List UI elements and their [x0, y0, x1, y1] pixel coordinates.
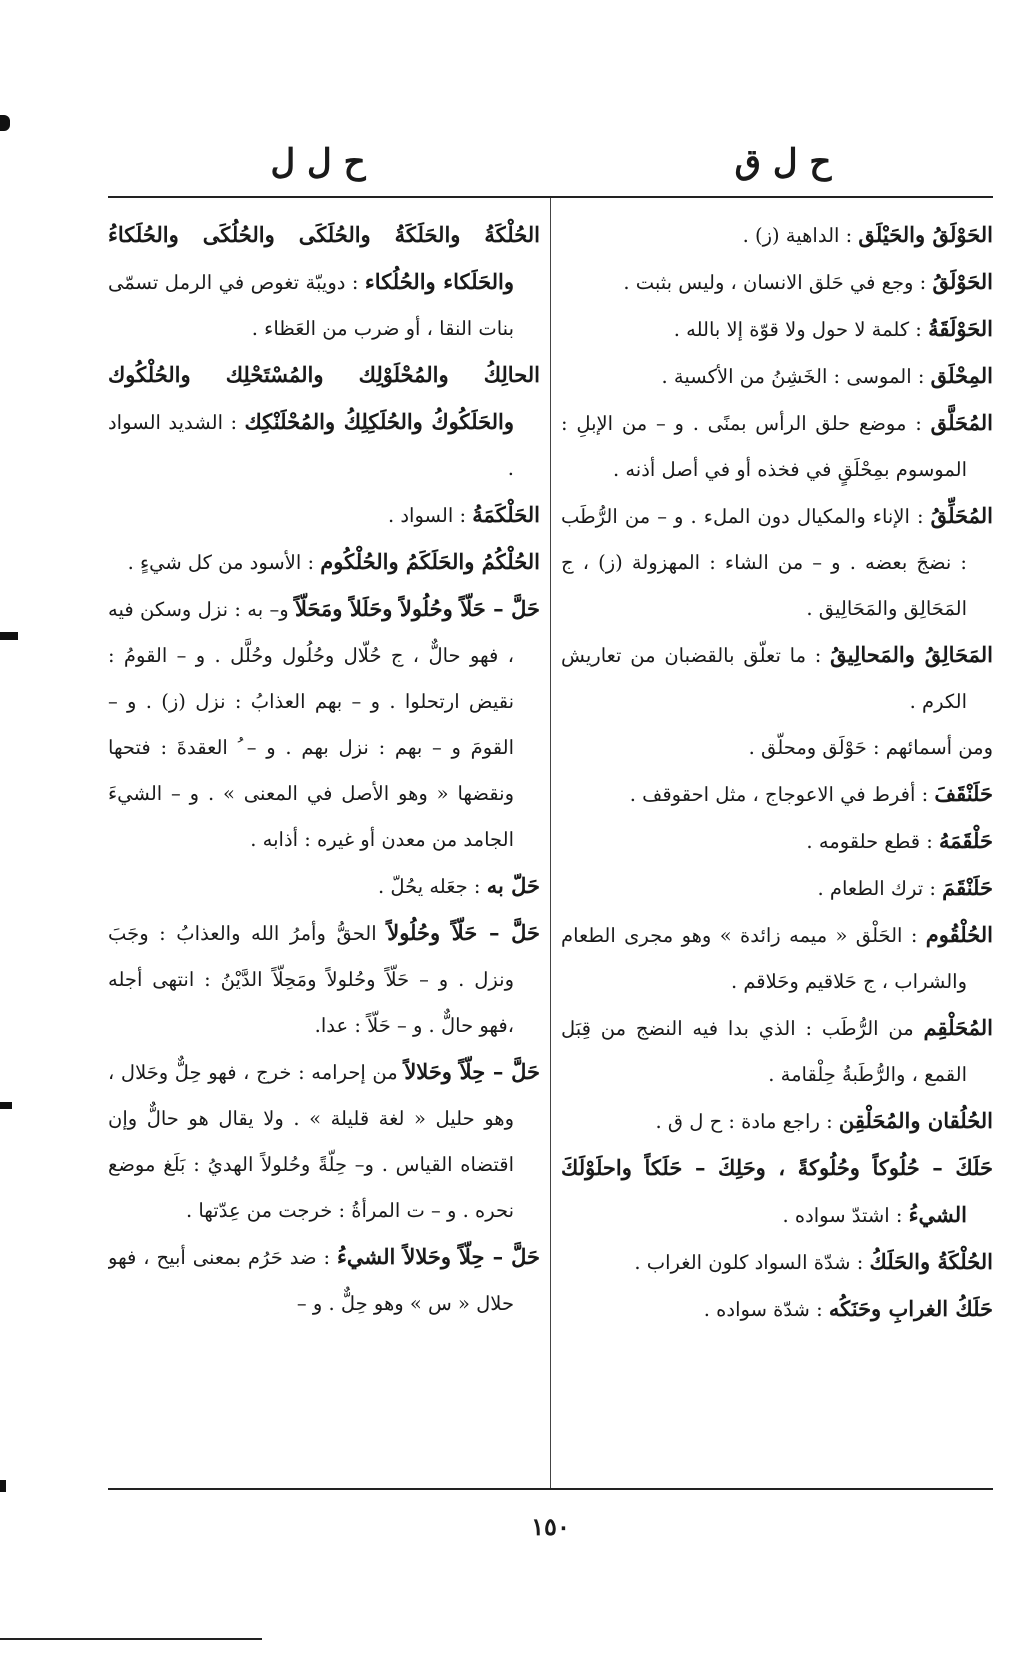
entry-definition: : أفرط في الاعوجاج ، مثل احقوقف . — [629, 783, 935, 806]
scan-edge-mark — [0, 632, 18, 640]
entry-definition: : الأسود من كل شيءٍ . — [127, 551, 321, 574]
entry-headword: حَلْقَمَهُ — [939, 828, 993, 853]
dictionary-entry — [561, 1239, 993, 1286]
entry-headword: المُحَلْقِم — [923, 1015, 993, 1040]
entry-definition: : موضع حلق الرأس بمنًى . و – من الإبلِ : الموسوم بمِحْلَقٍ في فخذه أو في أصل أذنه . — [561, 412, 967, 481]
dictionary-entry — [561, 725, 993, 771]
dictionary-entry — [108, 492, 540, 539]
dictionary-entry — [561, 353, 993, 400]
dictionary-entry — [108, 539, 540, 586]
dictionary-entry — [561, 259, 993, 306]
scan-edge-mark — [0, 1102, 12, 1109]
dictionary-entry — [561, 212, 993, 259]
entry-definition: الحقُّ وأمرُ الله والعذابُ : وجَبَ ونزل . و – حَلّاً وحُلولاً ومَحِلّاً الدَّيْنُ : انتهى أجله ،فهو حالٌّ . و – حَلّاً : عدا. — [108, 922, 514, 1037]
dictionary-entry — [561, 912, 993, 1005]
entry-definition: : جعَله يحُلّ . — [377, 875, 487, 898]
entry-definition: : شدّة السواد كلون الغراب . — [634, 1251, 870, 1274]
entry-headword: حَلَنْقَمَ — [942, 875, 993, 900]
page-number: ١٥٠ — [531, 1512, 570, 1541]
dictionary-entry — [108, 212, 540, 352]
entry-definition: و– به : نزل وسكن فيه ، فهو حالٌّ ، ج حُلّال وحُلُول وحُلَّل . و – القومُ : نقيض ارتحلوا . و – بهم العذابُ : نزل (ز) . و – القومَ و – بهم : نزل بهم . و – ُ العقدةَ : فتحها ونقضها « وهو الأصل في المعنى » . و – الشيءَ الجامد من معدن أو غيره : أذابه . — [108, 598, 514, 851]
dictionary-entry — [561, 400, 993, 493]
dictionary-entry — [108, 352, 540, 492]
entry-headword: الحَوْلَقَةُ — [928, 316, 993, 341]
entry-headword: الحالِكُ والمُحْلَوْلِك والمُسْتَحْلِك والحُلْكُوك والحَلَكُوكُ والحُلَكِلِكُ والمُحْلَنْكِك — [108, 362, 540, 434]
dictionary-entry — [561, 818, 993, 865]
dictionary-entry — [561, 1286, 993, 1333]
dictionary-entry — [108, 863, 540, 910]
header-right-root: ح ل ق — [734, 142, 832, 182]
dictionary-entry — [561, 865, 993, 912]
page-headers — [108, 140, 993, 184]
entry-definition: : الإناء والمكيال دون الملء . و – من الرُّطَب : نضجَ بعضه . و – من الشاء : المهزولة (ز) ، ج المَحَالِق والمَحَالِيق . — [561, 505, 967, 620]
entry-headword: الحُلُقان والمُحَلْقِن — [838, 1108, 993, 1133]
entry-definition: : كلمة لا حول ولا قوّة إلا بالله . — [673, 318, 929, 341]
dictionary-entry — [561, 1145, 993, 1239]
entry-headword: المَحَالِقُ والمَحالِيقُ — [830, 642, 993, 667]
entry-headword: حَلَنْقَفَ — [934, 781, 993, 806]
entry-definition: : دويبّة تغوص في الرمل تسمّى بنات النقا ، أو ضرب من العَظاء . — [108, 271, 514, 340]
entry-headword: الحُلْقُوم — [925, 922, 993, 947]
scan-edge-mark — [0, 1480, 6, 1492]
entry-headword: حَلّ به — [486, 873, 540, 898]
entry-headword: حَلَكَ – حُلُوكاً وحُلُوكةً ، وحَلِكَ – حَلَكاً واحلَوْلَكَ الشيءُ — [561, 1155, 993, 1227]
dictionary-entry — [108, 910, 540, 1049]
dictionary-entry — [561, 306, 993, 353]
entry-definition: : الداهية (ز) . — [742, 224, 859, 247]
bottom-rule — [108, 1488, 993, 1490]
dictionary-entry — [561, 1005, 993, 1098]
entry-headword: حَلَّ – حِلّاً وحَلالاً — [404, 1059, 540, 1084]
right-column — [561, 212, 993, 1482]
entry-definition: : قطع حلقومه . — [806, 830, 940, 853]
entry-headword: المُحَلَّق — [930, 410, 993, 435]
entry-definition: : راجع مادة : ح ل ق . — [655, 1110, 839, 1133]
dictionary-entry — [561, 493, 993, 632]
entry-headword: المُحَلِّقُ — [930, 503, 993, 528]
dictionary-page — [108, 140, 993, 1555]
entry-definition: : ما تعلّق بالقضبان من تعاريش الكرم . — [561, 644, 967, 713]
entry-headword: الحُلْكَةُ والحَلَكُ — [869, 1249, 993, 1274]
dictionary-entry — [561, 1098, 993, 1145]
dictionary-entry — [108, 1049, 540, 1234]
entry-definition: : شدّة سواده . — [703, 1298, 829, 1321]
entry-definition: : السواد . — [387, 504, 473, 527]
scan-edge-mark — [0, 115, 10, 131]
dictionary-entry — [561, 771, 993, 818]
entry-definition: : ضد حَرُم بمعنى أبيح ، فهو حلال « س » وهو حِلٌّ . و – — [108, 1246, 514, 1315]
entry-definition: : الشديد السواد . — [108, 411, 514, 480]
entry-definition: : اشتدّ سواده . — [782, 1204, 909, 1227]
entry-definition: من إحرامه : خرج ، فهو حِلٌّ وحَلال ، وهو حليل « لغة قليلة » . ولا يقال هو حالٌّ وإن اقتضاه القياس . و– حِلّةً وحُلولاً الهديُ : بَلَغ موضع نحره . و – ت المرأةُ : خرجت من عِدّتها . — [108, 1061, 514, 1222]
entry-definition: : وجع في حَلق الانسان ، وليس بثبت . — [623, 271, 933, 294]
entry-headword: الحُلْكَةُ والحَلَكَةُ والحُلَكَى والحُلُكَى والحُلَكاءُ والحَلَكاء والحُلُكاء — [108, 222, 540, 294]
left-column — [108, 212, 540, 1482]
entry-headword: حَلَكُ الغرابِ وحَنَكُه — [828, 1296, 993, 1321]
entry-headword: حَلَّ – حَلّاً وحُلُولاً وحَلَلاً ومَحَلّاً — [294, 596, 540, 621]
entry-headword: الحَوْلَقُ والحَيْلَق — [858, 222, 993, 247]
entry-headword: الحُلْكُمُ والحَلَكَمُ والحُلْكُوم — [320, 549, 540, 574]
entry-definition: : ترك الطعام . — [817, 877, 943, 900]
entry-definition: ومن أسمائهم : حَوْلَق ومحلّق . — [748, 736, 993, 759]
entry-definition: : الحَلْق « ميمه زائدة » وهو مجرى الطعام والشراب ، ج حَلاقيم وحَلاقم . — [561, 924, 967, 993]
dictionary-entry — [108, 1234, 540, 1327]
entry-definition: : الموسى : الخَشِنُ من الأكسية . — [661, 365, 931, 388]
dictionary-entry — [561, 632, 993, 725]
entry-headword: حَلَّ – حَلّاً وحُلُولاً — [387, 920, 540, 945]
scan-bottom-line — [0, 1638, 262, 1640]
header-left-root: ح ل ل — [270, 142, 366, 182]
dictionary-entry — [108, 586, 540, 863]
entry-headword: حَلَّ – حِلّاً وحَلالاً الشيءُ — [336, 1244, 540, 1269]
entry-definition: من الرُّطَب : الذي بدا فيه النضج من قِبَل القمع ، والرُّطَبةُ حِلْقامة . — [561, 1017, 967, 1086]
entry-headword: المِحْلَق — [930, 363, 993, 388]
column-divider — [550, 198, 551, 1488]
entry-headword: الحَوْلَقُ — [932, 269, 993, 294]
entry-headword: الحَلْكَمَةُ — [472, 502, 540, 527]
